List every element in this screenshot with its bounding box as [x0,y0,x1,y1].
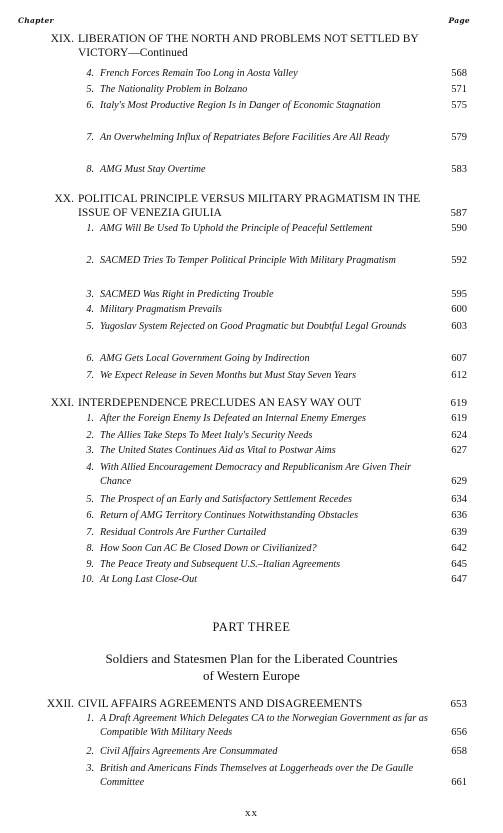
toc-item [60,573,467,587]
item-number: 5. [86,321,94,332]
item-number: 1. [86,713,94,724]
item-number: 5. [86,84,94,95]
item-page: 579 [451,132,467,143]
item-title: The Peace Treaty and Subsequent U.S.–Italian Agreements [100,559,341,570]
chapter-title: INTERDEPENDENCE PRECLUDES AN EASY WAY OUT [78,397,362,409]
chapter-number: XX. [54,193,74,205]
item-title: At Long Last Close-Out [100,574,198,585]
toc-item [60,163,467,177]
item-title: British and Americans Finds Themselves at Loggerheads over the De Gaulle Committee [100,763,414,788]
item-title: Return of AMG Territory Continues Notwithstanding Obstacles [100,510,359,521]
item-title: AMG Will Be Used To Uphold the Principle of Peaceful Settlement [100,223,373,234]
item-number: 10. [81,574,94,585]
toc-item [60,493,467,507]
chapter-heading [18,192,467,220]
item-page: 629 [451,475,467,487]
item-title: The Prospect of an Early and Satisfactory Settlement Recedes [100,494,352,505]
item-title: Yugoslav System Rejected on Good Pragmatic but Doubtful Legal Grounds [100,321,407,332]
item-number: 3. [86,289,94,300]
item-page: 612 [451,370,467,381]
chapter-column-header: Chapter [18,16,54,25]
item-title: Residual Controls Are Further Curtailed [100,527,267,538]
toc-item [60,745,467,759]
item-page: 603 [451,321,467,332]
chapter-heading [18,396,467,410]
chapter-page: 587 [450,207,467,219]
chapter-number: XXI. [50,397,74,409]
chapter-title: CIVIL AFFAIRS AGREEMENTS AND DISAGREEMENTS [78,698,363,710]
toc-item [60,320,467,334]
item-page: 624 [451,430,467,441]
toc-item [60,412,467,426]
item-title: We Expect Release in Seven Months but Must Stay Seven Years [100,370,357,381]
item-page: 639 [451,527,467,538]
item-title: SACMED Tries To Temper Political Principle With Military Pragmatism [100,255,396,266]
item-number: 5. [86,494,94,505]
item-number: 3. [86,763,94,774]
item-number: 2. [86,255,94,266]
item-number: 2. [86,746,94,757]
part-label: PART THREE [212,620,291,634]
item-title: The United States Continues Aid as Vital to Postwar Aims [100,445,336,456]
toc-item [60,509,467,523]
item-number: 8. [86,543,94,554]
toc-item [60,444,467,458]
item-number: 6. [86,510,94,521]
item-number: 9. [86,559,94,570]
item-title: A Draft Agreement Which Delegates CA to the Norwegian Government as far as Compatible With Military Needs [100,713,428,738]
item-number: 6. [86,353,94,364]
item-page: 656 [451,726,467,738]
item-title: SACMED Was Right in Predicting Trouble [100,289,274,300]
toc-item [60,303,467,317]
item-number: 4. [86,304,94,315]
item-page: 645 [451,559,467,570]
item-title: Military Pragmatism Prevails [100,304,222,315]
item-page: 575 [451,100,467,111]
chapter-continued: —Continued [128,47,188,59]
item-title: Italy's Most Productive Region Is in Danger of Economic Stagnation [100,100,381,111]
toc-item [60,762,467,789]
item-page: 595 [451,289,467,300]
item-number: 8. [86,164,94,175]
item-title: How Soon Can AC Be Closed Down or Civilianized? [100,543,317,554]
toc-item [60,131,467,145]
toc-item [60,712,467,739]
item-page: 661 [451,776,467,788]
chapter-number: XXII. [46,698,74,710]
item-title: French Forces Remain Too Long in Aosta Valley [100,68,298,79]
item-page: 647 [451,574,467,585]
item-title: The Nationality Problem in Bolzano [100,84,248,95]
toc-item [60,369,467,383]
chapter-heading [18,697,467,711]
chapter-page: 653 [450,698,467,710]
item-page: 568 [451,68,467,79]
item-number: 4. [86,462,94,473]
item-page: 636 [451,510,467,521]
toc-item [60,83,467,97]
item-number: 7. [86,527,94,538]
page-number: xx [245,807,258,819]
chapter-number: XIX. [50,33,74,45]
toc-item [60,254,467,268]
toc-item [60,99,467,113]
toc-item [60,542,467,556]
item-title: An Overwhelming Influx of Repatriates Before Facilities Are All Ready [100,132,390,143]
item-page: 619 [451,413,467,424]
item-page: 607 [451,353,467,364]
item-number: 1. [86,413,94,424]
item-number: 6. [86,100,94,111]
item-page: 583 [451,164,467,175]
item-number: 4. [86,68,94,79]
item-page: 571 [451,84,467,95]
chapter-page: 619 [450,397,467,409]
item-number: 2. [86,430,94,441]
item-title: The Allies Take Steps To Meet Italy's Security Needs [100,430,313,441]
item-page: 592 [451,255,467,266]
item-page: 627 [451,445,467,456]
item-title: With Allied Encouragement Democracy and Republicanism Are Given Their Chance [100,462,412,487]
item-page: 590 [451,223,467,234]
part-title-line2: of Western Europe [203,668,300,683]
item-number: 7. [86,370,94,381]
item-page: 600 [451,304,467,315]
toc-item [60,67,467,81]
item-title: After the Foreign Enemy Is Defeated an Internal Enemy Emerges [100,413,367,424]
toc-item [60,222,467,236]
chapter-title: LIBERATION OF THE NORTH AND PROBLEMS NOT SETTLED BY VICTORY [78,33,419,59]
item-page: 634 [451,494,467,505]
item-page: 642 [451,543,467,554]
item-title: AMG Must Stay Overtime [100,164,206,175]
chapter-title: POLITICAL PRINCIPLE VERSUS MILITARY PRAGMATISM IN THE ISSUE OF VENEZIA GIULIA [78,193,421,219]
toc-item [60,288,467,302]
item-number: 1. [86,223,94,234]
toc-item [60,526,467,540]
item-page: 658 [451,746,467,757]
toc-item [60,429,467,443]
part-title-line1: Soldiers and Statesmen Plan for the Liberated Countries [105,651,398,666]
item-title: Civil Affairs Agreements Are Consummated [100,746,278,757]
item-number: 3. [86,445,94,456]
item-number: 7. [86,132,94,143]
chapter-heading [18,32,467,60]
toc-item [60,352,467,366]
toc-item [60,558,467,572]
toc-item [60,461,467,488]
page-column-header: Page [448,16,470,25]
item-title: AMG Gets Local Government Going by Indirection [100,353,310,364]
